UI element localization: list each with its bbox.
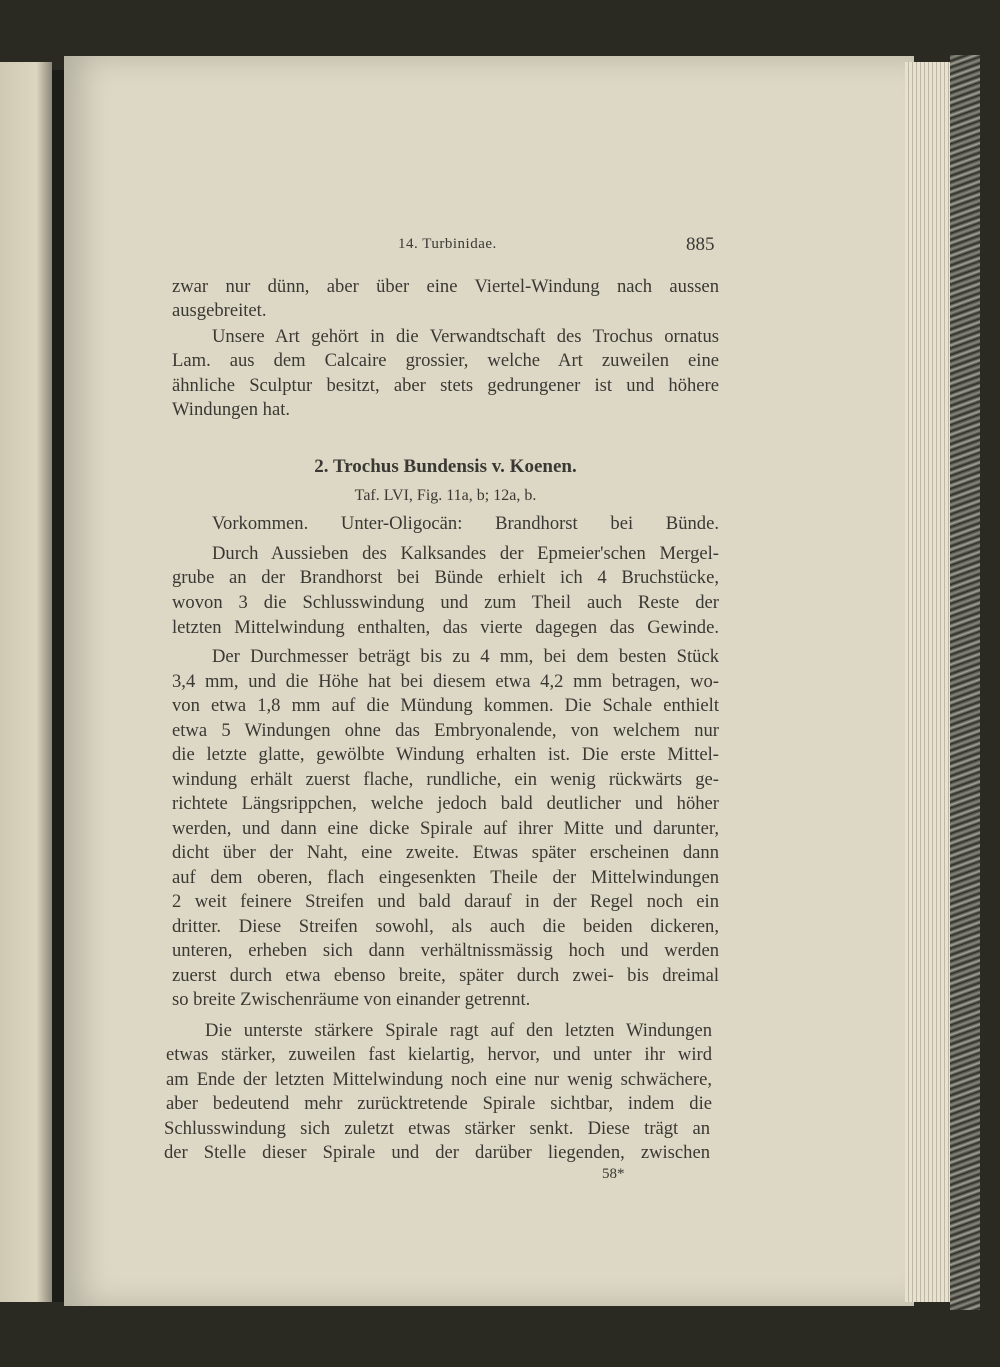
text-line: aber bedeutend mehr zurücktretende Spirale sichtbar, indem die [166,1093,712,1114]
text-line: Die unterste stärkere Spirale ragt auf den letzten Windungen [205,1020,712,1041]
text-line: am Ende der letzten Mittelwindung noch eine nur wenig schwächere, [166,1069,712,1090]
text-line: Der Durchmesser beträgt bis zu 4 mm, bei dem besten Stück [212,646,719,667]
plate-reference: Taf. LVI, Fig. 11a, b; 12a, b. [354,487,537,504]
text-line: etwas stärker, zuweilen fast kielartig, hervor, und unter ihr wird [166,1044,712,1065]
text-line: auf dem oberen, flach eingesenkten Theile der Mittelwindungen [172,867,719,888]
text-line: Schlusswindung sich zuletzt etwas stärker senkt. Diese trägt an [164,1118,710,1139]
text-line: ähnliche Sculptur besitzt, aber stets gedrungener ist und höhere [172,375,719,396]
text-line: wovon 3 die Schlusswindung und zum Theil auch Reste der [172,592,719,613]
text-line: so breite Zwischenräume von einander getrennt. [172,989,531,1010]
text-line: grube an der Brandhorst bei Bünde erhielt ich 4 Bruchstücke, [172,567,719,588]
text-line: zuerst durch etwa ebenso breite, später durch zwei- bis dreimal [172,965,719,986]
text-line: windung erhält zuerst flache, rundliche, ein wenig rückwärts ge- [172,769,719,790]
signature-mark: 58* [602,1166,625,1182]
text-line: von etwa 1,8 mm auf die Mündung kommen. Die Schale enthielt [172,695,719,716]
text-line: Windungen hat. [172,399,291,420]
text-line: richtete Längsrippchen, welche jedoch bald deutlicher und höher [172,793,719,814]
text-line: 3,4 mm, und die Höhe hat bei diesem etwa 4,2 mm betragen, wo- [172,671,719,692]
text-line: unteren, erheben sich dann verhältnissmässig hoch und werden [172,940,719,961]
text-line: dritter. Diese Streifen sowohl, als auch die beiden dickeren, [172,916,719,937]
text-line: dicht über der Naht, eine zweite. Etwas später erscheinen dann [172,842,719,863]
running-head: 14. Turbinidae. [398,236,497,252]
text-line: Durch Aussieben des Kalksandes der Epmeier'schen Mergel- [212,543,719,564]
text-line: werden, und dann eine dicke Spirale auf ihrer Mitte und darunter, [172,818,719,839]
text-line: die letzte glatte, gewölbte Windung erhalten ist. Die erste Mittel- [172,744,719,765]
text-line: etwa 5 Windungen ohne das Embryonalende, von welchem nur [172,720,719,741]
text-line: Lam. aus dem Calcaire grossier, welche Art zuweilen eine [172,350,719,371]
text-line: Unsere Art gehört in die Verwandtschaft des Trochus ornatus [212,326,719,347]
text-line: letzten Mittelwindung enthalten, das vierte dagegen das Gewinde. [172,617,719,638]
page-number: 885 [686,234,715,255]
text-line: zwar nur dünn, aber über eine Viertel-Windung nach aussen [172,276,719,297]
occurrence-line: Vorkommen. Unter-Oligocän: Brandhorst bei Bünde. [212,513,719,534]
species-heading: 2. Trochus Bundensis v. Koenen. [314,456,577,477]
text-line: 2 weit feinere Streifen und bald darauf in der Regel noch ein [172,891,719,912]
text-line: der Stelle dieser Spirale und der darüber liegenden, zwischen [164,1142,710,1163]
text-line: ausgebreitet. [172,300,267,321]
